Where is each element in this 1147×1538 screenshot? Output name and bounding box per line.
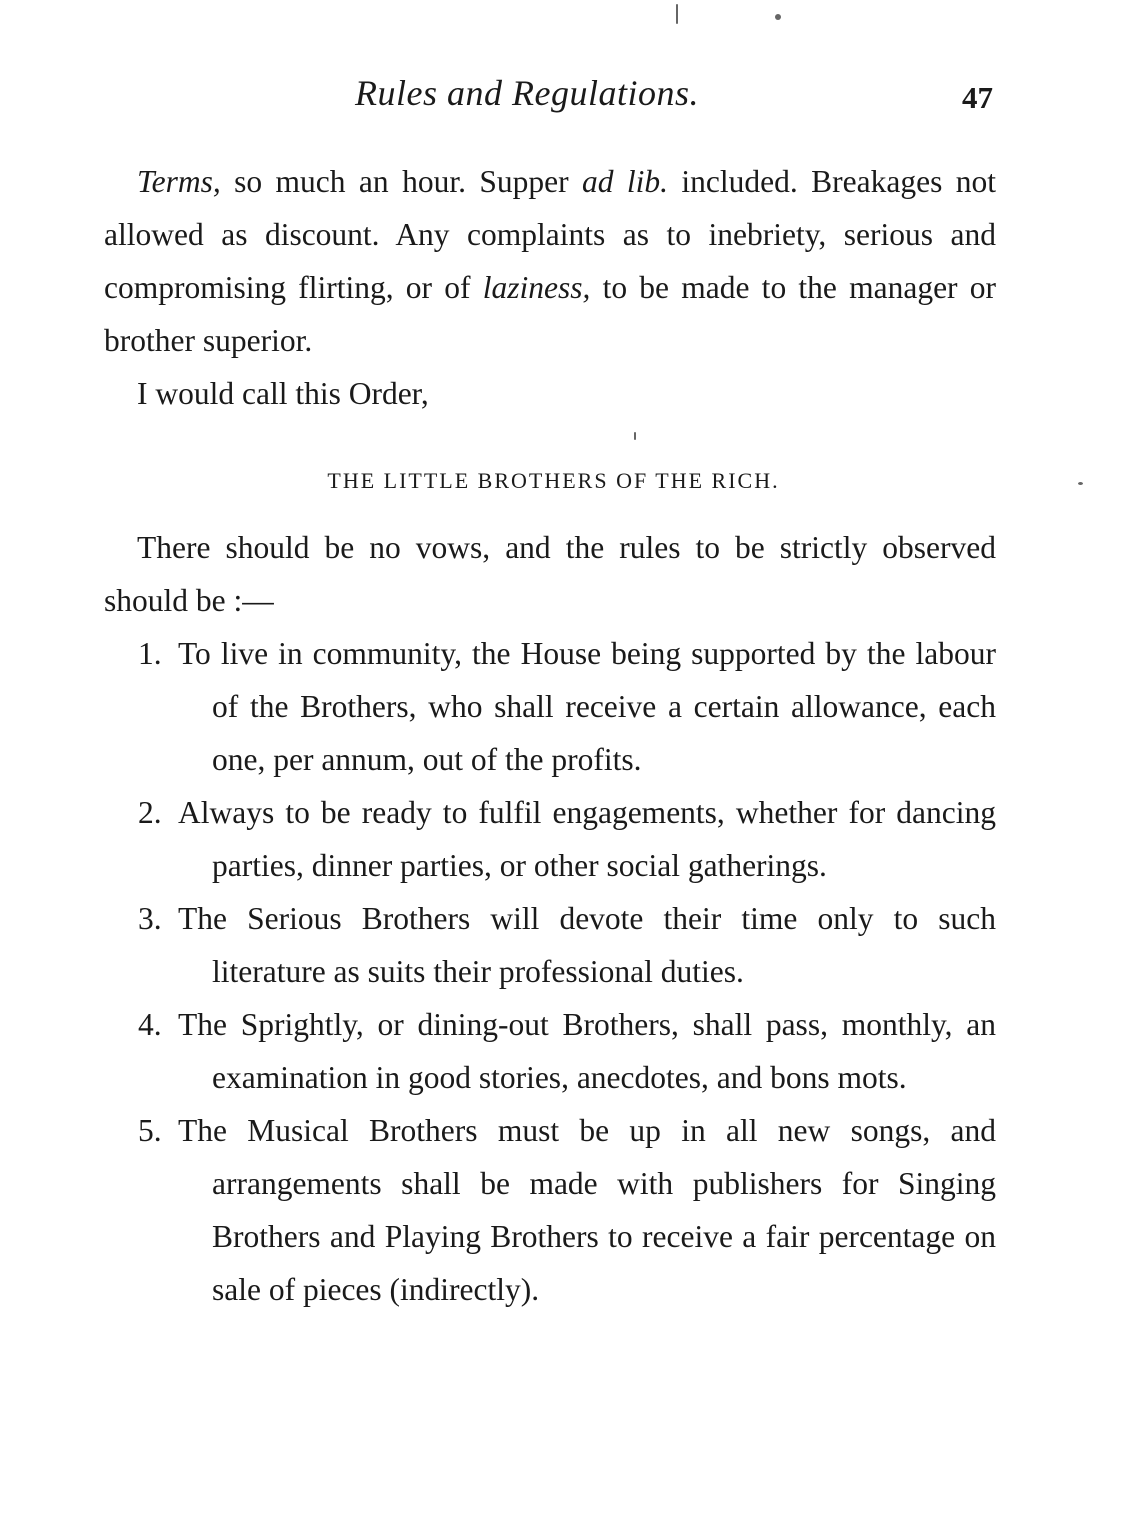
italic-run: Terms, <box>137 164 221 199</box>
rule-text: To live in community, the House being supported by the labour of the Brothers, who shall receive a certain allowance, each one, per annum, out of the profits. <box>178 636 996 777</box>
running-header <box>0 72 1147 122</box>
rule-text: The Sprightly, or dining-out Brothers, shall pass, monthly, an examination in good stories, anecdotes, and bons mots. <box>178 1007 996 1095</box>
italic-run: laziness, <box>482 270 591 305</box>
paragraph-order: I would call this Order, <box>137 376 429 411</box>
rule-item <box>104 786 996 892</box>
rule-number: 1. <box>138 636 162 671</box>
rules-list <box>104 627 996 1316</box>
text-run: to be made to the manager or brother superior. <box>104 270 997 358</box>
rule-number: 4. <box>138 1007 162 1042</box>
rule-item <box>104 998 996 1104</box>
text-run: so much an hour. Supper <box>220 164 582 199</box>
page-number: 47 <box>962 80 993 115</box>
paragraph-rules-intro: There should be no vows, and the rules to be strictly observed should be :— <box>104 530 996 618</box>
running-title: Rules and Regulations. <box>355 73 699 113</box>
section-heading: THE LITTLE BROTHERS OF THE RICH. <box>327 468 780 493</box>
print-speck <box>634 432 636 440</box>
rule-number: 5. <box>138 1113 162 1148</box>
text-run: included. Breakages not allowed as discount. Any complaints as to inebriety, serious and compromising flirting, or of <box>104 164 996 305</box>
rule-number: 3. <box>138 901 162 936</box>
print-speck <box>676 4 678 24</box>
rule-number: 2. <box>138 795 162 830</box>
rule-item <box>104 1104 996 1316</box>
italic-run: ad lib. <box>581 164 669 199</box>
rule-text: The Serious Brothers will devote their time only to such literature as suits their professional duties. <box>178 901 996 989</box>
paragraph-terms <box>104 155 996 367</box>
print-speck <box>775 14 781 20</box>
rule-text: Always to be ready to fulfil engagements, whether for dancing parties, dinner parties, or other social gatherings. <box>178 795 996 883</box>
rule-item <box>104 892 996 998</box>
rule-text: The Musical Brothers must be up in all new songs, and arrangements shall be made with publishers for Singing Brothers and Playing Brothers to receive a fair percentage on sale of pieces (indirectly). <box>178 1113 996 1307</box>
rule-item <box>104 627 996 786</box>
